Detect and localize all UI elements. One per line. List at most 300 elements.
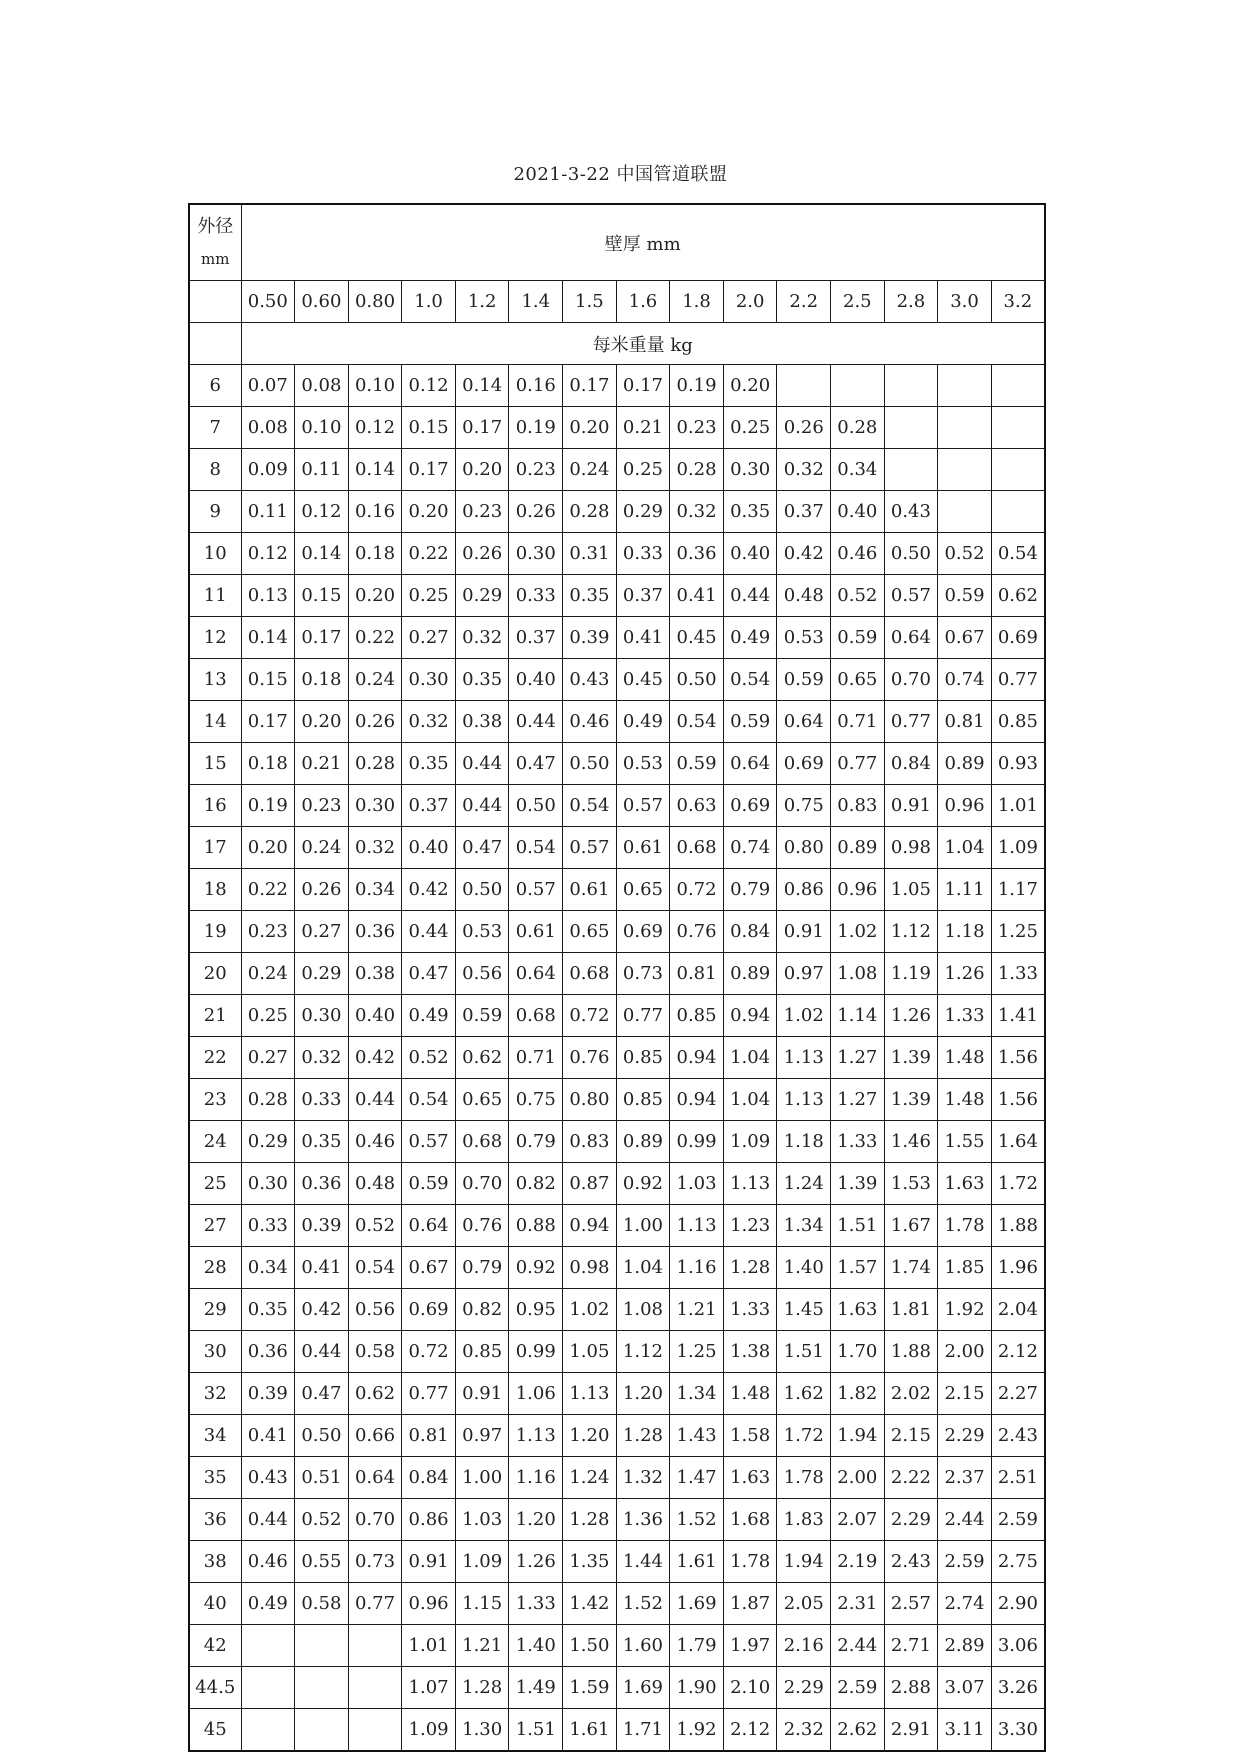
weight-cell: 0.85 — [670, 995, 724, 1037]
weight-cell: 1.44 — [616, 1541, 670, 1583]
weight-cell: 0.20 — [295, 701, 349, 743]
weight-cell — [884, 407, 938, 449]
outer-diameter-cell: 12 — [189, 617, 241, 659]
weight-cell: 1.13 — [670, 1205, 724, 1247]
weight-cell: 1.07 — [402, 1667, 456, 1709]
weight-cell: 2.10 — [723, 1667, 777, 1709]
weight-cell: 0.14 — [348, 449, 402, 491]
weight-cell: 0.51 — [295, 1457, 349, 1499]
weight-cell: 1.63 — [831, 1289, 885, 1331]
weight-cell: 0.80 — [563, 1079, 617, 1121]
weight-cell: 0.64 — [723, 743, 777, 785]
weight-cell: 0.42 — [402, 869, 456, 911]
weight-cell: 0.64 — [509, 953, 563, 995]
weight-cell: 2.05 — [777, 1583, 831, 1625]
weight-cell: 0.21 — [295, 743, 349, 785]
outer-diameter-cell: 29 — [189, 1289, 241, 1331]
weight-cell: 0.66 — [348, 1415, 402, 1457]
weight-cell: 1.30 — [455, 1709, 509, 1752]
weight-cell: 3.06 — [991, 1625, 1045, 1667]
weight-cell: 1.39 — [884, 1037, 938, 1079]
outer-diameter-cell: 35 — [189, 1457, 241, 1499]
weight-cell — [991, 491, 1045, 533]
weight-cell: 1.04 — [723, 1079, 777, 1121]
weight-cell: 1.90 — [670, 1667, 724, 1709]
weight-cell: 2.89 — [938, 1625, 992, 1667]
weight-cell: 0.32 — [402, 701, 456, 743]
weight-cell: 1.13 — [563, 1373, 617, 1415]
weight-cell: 0.24 — [295, 827, 349, 869]
weight-cell: 1.88 — [991, 1205, 1045, 1247]
weight-cell: 0.28 — [831, 407, 885, 449]
weight-cell: 0.99 — [509, 1331, 563, 1373]
weight-cell: 0.98 — [563, 1247, 617, 1289]
weight-cell: 0.77 — [616, 995, 670, 1037]
weight-cell: 1.40 — [777, 1247, 831, 1289]
weight-cell: 1.20 — [616, 1373, 670, 1415]
weight-cell: 0.57 — [402, 1121, 456, 1163]
weight-cell: 1.12 — [616, 1331, 670, 1373]
weight-cell: 0.64 — [348, 1457, 402, 1499]
weight-cell: 0.17 — [241, 701, 295, 743]
wall-thickness-header: 壁厚 mm — [241, 204, 1045, 281]
weight-cell: 0.22 — [348, 617, 402, 659]
weight-cell: 0.57 — [563, 827, 617, 869]
table-row — [189, 1163, 1045, 1205]
weight-cell: 0.76 — [563, 1037, 617, 1079]
weight-cell: 0.20 — [241, 827, 295, 869]
weight-cell: 0.19 — [241, 785, 295, 827]
weight-cell: 2.59 — [938, 1541, 992, 1583]
weight-cell: 0.16 — [509, 365, 563, 407]
weight-cell: 0.32 — [348, 827, 402, 869]
weight-cell: 0.16 — [348, 491, 402, 533]
weight-cell: 1.60 — [616, 1625, 670, 1667]
weight-cell: 0.91 — [777, 911, 831, 953]
table-row — [189, 953, 1045, 995]
weight-cell: 0.40 — [402, 827, 456, 869]
outer-diameter-cell: 40 — [189, 1583, 241, 1625]
weight-cell: 1.52 — [616, 1583, 670, 1625]
weight-cell: 0.47 — [509, 743, 563, 785]
outer-diameter-cell: 24 — [189, 1121, 241, 1163]
outer-diameter-cell: 44.5 — [189, 1667, 241, 1709]
table-row — [189, 1289, 1045, 1331]
weight-cell: 0.44 — [295, 1331, 349, 1373]
weight-cell: 0.74 — [723, 827, 777, 869]
weight-cell: 1.02 — [777, 995, 831, 1037]
weight-cell: 0.41 — [670, 575, 724, 617]
weight-cell: 1.06 — [509, 1373, 563, 1415]
weight-cell: 2.02 — [884, 1373, 938, 1415]
weight-cell: 0.58 — [348, 1331, 402, 1373]
weight-cell: 1.92 — [670, 1709, 724, 1752]
outer-diameter-cell: 32 — [189, 1373, 241, 1415]
weight-cell: 0.65 — [831, 659, 885, 701]
weight-cell: 1.28 — [616, 1415, 670, 1457]
thickness-cell: 0.50 — [241, 281, 295, 323]
weight-cell: 1.63 — [723, 1457, 777, 1499]
weight-cell: 0.26 — [509, 491, 563, 533]
weight-cell: 0.28 — [670, 449, 724, 491]
table-row — [189, 575, 1045, 617]
weight-cell: 0.35 — [723, 491, 777, 533]
weight-cell: 0.47 — [402, 953, 456, 995]
weight-cell: 0.12 — [295, 491, 349, 533]
weight-cell: 0.89 — [831, 827, 885, 869]
weight-cell: 0.49 — [402, 995, 456, 1037]
weight-cell — [831, 365, 885, 407]
weight-cell: 1.14 — [831, 995, 885, 1037]
weight-cell: 0.20 — [455, 449, 509, 491]
weight-cell — [241, 1709, 295, 1752]
weight-cell: 0.18 — [348, 533, 402, 575]
weight-cell: 0.49 — [723, 617, 777, 659]
weight-cell: 0.62 — [348, 1373, 402, 1415]
weight-cell: 2.00 — [938, 1331, 992, 1373]
weight-cell: 2.75 — [991, 1541, 1045, 1583]
weight-cell: 0.69 — [402, 1289, 456, 1331]
weight-cell: 1.96 — [991, 1247, 1045, 1289]
weight-cell: 0.91 — [884, 785, 938, 827]
weight-cell: 0.84 — [884, 743, 938, 785]
table-row — [189, 1205, 1045, 1247]
weight-cell: 0.13 — [241, 575, 295, 617]
weight-cell: 0.44 — [348, 1079, 402, 1121]
weight-cell: 0.80 — [777, 827, 831, 869]
weight-cell: 0.69 — [991, 617, 1045, 659]
outer-diameter-cell: 9 — [189, 491, 241, 533]
weight-cell: 0.50 — [455, 869, 509, 911]
weight-cell: 0.43 — [563, 659, 617, 701]
weight-cell: 0.89 — [938, 743, 992, 785]
weight-cell: 1.48 — [938, 1037, 992, 1079]
weight-cell: 0.33 — [295, 1079, 349, 1121]
weight-per-meter-label: 每米重量 kg — [241, 323, 1045, 365]
weight-cell: 1.20 — [563, 1415, 617, 1457]
weight-cell: 0.85 — [616, 1037, 670, 1079]
weight-cell: 2.88 — [884, 1667, 938, 1709]
weight-cell: 0.45 — [670, 617, 724, 659]
thickness-cell: 1.6 — [616, 281, 670, 323]
weight-cell: 0.08 — [295, 365, 349, 407]
pipe-weight-table — [188, 203, 1046, 1752]
weight-cell: 2.44 — [831, 1625, 885, 1667]
weight-cell: 2.29 — [884, 1499, 938, 1541]
weight-cell: 0.30 — [723, 449, 777, 491]
outer-diameter-cell: 13 — [189, 659, 241, 701]
weight-cell: 2.90 — [991, 1583, 1045, 1625]
weight-cell: 2.51 — [991, 1457, 1045, 1499]
weight-cell: 0.33 — [241, 1205, 295, 1247]
weight-cell — [938, 407, 992, 449]
weight-cell: 0.14 — [455, 365, 509, 407]
weight-cell: 1.46 — [884, 1121, 938, 1163]
weight-cell: 1.21 — [670, 1289, 724, 1331]
weight-cell: 1.11 — [938, 869, 992, 911]
weight-cell: 0.50 — [884, 533, 938, 575]
weight-cell: 0.44 — [723, 575, 777, 617]
thickness-cell: 3.2 — [991, 281, 1045, 323]
weight-cell: 0.72 — [563, 995, 617, 1037]
weight-cell: 1.19 — [884, 953, 938, 995]
weight-cell: 0.75 — [777, 785, 831, 827]
weight-cell: 1.28 — [723, 1247, 777, 1289]
outer-diameter-cell: 21 — [189, 995, 241, 1037]
weight-cell: 1.33 — [509, 1583, 563, 1625]
weight-cell: 1.32 — [616, 1457, 670, 1499]
weight-cell: 0.22 — [241, 869, 295, 911]
weight-cell: 0.65 — [616, 869, 670, 911]
outer-diameter-cell: 45 — [189, 1709, 241, 1752]
weight-cell: 2.29 — [938, 1415, 992, 1457]
table-row — [189, 1331, 1045, 1373]
weight-cell: 1.72 — [991, 1163, 1045, 1205]
weight-cell: 0.59 — [402, 1163, 456, 1205]
weight-cell: 0.53 — [616, 743, 670, 785]
weight-cell: 0.69 — [616, 911, 670, 953]
weight-cell: 0.43 — [241, 1457, 295, 1499]
weight-cell: 0.49 — [241, 1583, 295, 1625]
weight-cell: 0.59 — [831, 617, 885, 659]
weight-cell: 0.79 — [509, 1121, 563, 1163]
weight-cell: 1.13 — [777, 1079, 831, 1121]
weight-cell: 0.57 — [509, 869, 563, 911]
weight-cell — [991, 407, 1045, 449]
weight-cell: 0.99 — [670, 1121, 724, 1163]
weight-cell: 0.72 — [402, 1331, 456, 1373]
weight-cell: 0.42 — [777, 533, 831, 575]
table-row — [189, 701, 1045, 743]
weight-cell: 0.70 — [455, 1163, 509, 1205]
weight-cell: 0.20 — [723, 365, 777, 407]
weight-cell: 0.33 — [616, 533, 670, 575]
weight-cell: 2.15 — [938, 1373, 992, 1415]
table-row — [189, 911, 1045, 953]
weight-cell: 0.82 — [509, 1163, 563, 1205]
weight-cell: 1.09 — [402, 1709, 456, 1752]
weight-cell: 1.13 — [723, 1163, 777, 1205]
weight-cell: 0.09 — [241, 449, 295, 491]
weight-cell: 0.59 — [455, 995, 509, 1037]
weight-cell: 0.81 — [938, 701, 992, 743]
weight-cell: 0.84 — [723, 911, 777, 953]
weight-cell: 2.44 — [938, 1499, 992, 1541]
weight-cell: 0.52 — [348, 1205, 402, 1247]
outer-diameter-cell: 36 — [189, 1499, 241, 1541]
weight-cell: 0.65 — [455, 1079, 509, 1121]
weight-cell: 1.51 — [831, 1205, 885, 1247]
thickness-values-row — [189, 281, 1045, 323]
outer-diameter-unit: mm — [201, 249, 230, 268]
weight-cell: 1.24 — [777, 1163, 831, 1205]
weight-cell: 0.28 — [563, 491, 617, 533]
weight-cell: 0.35 — [455, 659, 509, 701]
weight-cell: 1.08 — [831, 953, 885, 995]
weight-cell: 1.88 — [884, 1331, 938, 1373]
weight-cell: 0.89 — [616, 1121, 670, 1163]
thickness-cell: 3.0 — [938, 281, 992, 323]
weight-cell: 0.83 — [831, 785, 885, 827]
weight-cell: 0.52 — [402, 1037, 456, 1079]
weight-cell: 0.68 — [563, 953, 617, 995]
weight-cell: 1.48 — [938, 1079, 992, 1121]
weight-cell: 0.73 — [616, 953, 670, 995]
weight-cell: 0.17 — [402, 449, 456, 491]
weight-cell: 0.25 — [241, 995, 295, 1037]
weight-cell: 0.64 — [884, 617, 938, 659]
weight-cell: 2.32 — [777, 1709, 831, 1752]
weight-cell: 0.37 — [402, 785, 456, 827]
weight-cell: 0.81 — [402, 1415, 456, 1457]
weight-cell: 2.43 — [991, 1415, 1045, 1457]
weight-cell: 0.15 — [295, 575, 349, 617]
weight-cell: 0.40 — [348, 995, 402, 1037]
weight-cell: 1.09 — [991, 827, 1045, 869]
weight-cell: 0.12 — [402, 365, 456, 407]
weight-cell: 1.09 — [455, 1541, 509, 1583]
weight-cell: 1.13 — [777, 1037, 831, 1079]
outer-diameter-cell: 25 — [189, 1163, 241, 1205]
weight-cell: 0.92 — [616, 1163, 670, 1205]
weight-cell: 0.74 — [938, 659, 992, 701]
weight-cell: 1.02 — [563, 1289, 617, 1331]
weight-cell: 1.61 — [670, 1541, 724, 1583]
weight-cell: 0.45 — [616, 659, 670, 701]
table-row — [189, 1373, 1045, 1415]
weight-cell: 1.62 — [777, 1373, 831, 1415]
outer-diameter-cell: 11 — [189, 575, 241, 617]
weight-cell: 0.46 — [831, 533, 885, 575]
weight-cell: 1.16 — [670, 1247, 724, 1289]
weight-cell: 0.40 — [831, 491, 885, 533]
weight-cell — [295, 1667, 349, 1709]
weight-cell: 0.94 — [670, 1037, 724, 1079]
weight-cell: 1.82 — [831, 1373, 885, 1415]
weight-cell: 0.91 — [402, 1541, 456, 1583]
weight-cell: 1.43 — [670, 1415, 724, 1457]
weight-cell: 0.53 — [455, 911, 509, 953]
weight-cell: 1.45 — [777, 1289, 831, 1331]
weight-cell: 2.31 — [831, 1583, 885, 1625]
weight-cell: 0.30 — [402, 659, 456, 701]
thickness-row-blank-cell — [189, 281, 241, 323]
weight-cell: 0.98 — [884, 827, 938, 869]
weight-cell: 0.59 — [938, 575, 992, 617]
thickness-cell: 2.5 — [831, 281, 885, 323]
weight-cell: 0.46 — [348, 1121, 402, 1163]
weight-cell: 1.15 — [455, 1583, 509, 1625]
weight-cell: 0.23 — [455, 491, 509, 533]
weight-cell: 0.29 — [241, 1121, 295, 1163]
weight-cell: 0.19 — [509, 407, 563, 449]
weight-cell: 0.48 — [348, 1163, 402, 1205]
weight-cell: 3.11 — [938, 1709, 992, 1752]
weight-cell — [777, 365, 831, 407]
weight-cell: 0.46 — [241, 1541, 295, 1583]
weight-cell: 0.34 — [831, 449, 885, 491]
weight-cell: 1.56 — [991, 1079, 1045, 1121]
weight-cell: 1.53 — [884, 1163, 938, 1205]
weight-cell: 0.47 — [455, 827, 509, 869]
weight-cell: 1.78 — [938, 1205, 992, 1247]
weight-cell: 0.39 — [563, 617, 617, 659]
weight-cell: 0.42 — [295, 1289, 349, 1331]
weight-cell: 1.26 — [938, 953, 992, 995]
weight-cell: 0.85 — [455, 1331, 509, 1373]
weight-cell: 0.21 — [616, 407, 670, 449]
weight-cell: 0.54 — [991, 533, 1045, 575]
weight-cell: 1.67 — [884, 1205, 938, 1247]
weight-cell: 1.23 — [723, 1205, 777, 1247]
weight-cell: 0.36 — [670, 533, 724, 575]
thickness-cell: 0.80 — [348, 281, 402, 323]
weight-cell: 0.83 — [563, 1121, 617, 1163]
weight-cell: 1.85 — [938, 1247, 992, 1289]
thickness-cell: 2.2 — [777, 281, 831, 323]
weight-cell: 2.15 — [884, 1415, 938, 1457]
outer-diameter-cell: 17 — [189, 827, 241, 869]
table-row — [189, 1541, 1045, 1583]
weight-cell: 0.38 — [348, 953, 402, 995]
outer-diameter-cell: 10 — [189, 533, 241, 575]
weight-cell: 0.61 — [616, 827, 670, 869]
weight-cell: 1.81 — [884, 1289, 938, 1331]
weight-cell: 1.42 — [563, 1583, 617, 1625]
weight-cell: 0.29 — [295, 953, 349, 995]
weight-cell: 0.67 — [938, 617, 992, 659]
weight-cell: 0.27 — [241, 1037, 295, 1079]
weight-cell: 1.52 — [670, 1499, 724, 1541]
weight-cell: 1.13 — [509, 1415, 563, 1457]
weight-cell: 1.34 — [670, 1373, 724, 1415]
weight-cell: 0.62 — [991, 575, 1045, 617]
weight-cell: 0.54 — [402, 1079, 456, 1121]
weight-cell: 2.29 — [777, 1667, 831, 1709]
weight-cell — [884, 449, 938, 491]
weight-cell: 0.17 — [295, 617, 349, 659]
weight-cell: 0.30 — [509, 533, 563, 575]
weight-cell: 0.36 — [241, 1331, 295, 1373]
weight-cell: 0.68 — [509, 995, 563, 1037]
outer-diameter-cell: 6 — [189, 365, 241, 407]
weight-cell: 0.87 — [563, 1163, 617, 1205]
weight-cell: 0.54 — [670, 701, 724, 743]
weight-cell: 1.92 — [938, 1289, 992, 1331]
weight-cell: 0.23 — [241, 911, 295, 953]
thickness-cell: 1.2 — [455, 281, 509, 323]
weight-cell: 0.41 — [241, 1415, 295, 1457]
weight-cell: 0.08 — [241, 407, 295, 449]
weight-cell: 0.50 — [295, 1415, 349, 1457]
outer-diameter-header — [189, 204, 241, 281]
table-row — [189, 1121, 1045, 1163]
outer-diameter-cell: 30 — [189, 1331, 241, 1373]
weight-cell: 1.38 — [723, 1331, 777, 1373]
weight-cell: 1.94 — [831, 1415, 885, 1457]
weight-cell: 0.70 — [884, 659, 938, 701]
weight-cell — [241, 1625, 295, 1667]
table-row — [189, 533, 1045, 575]
weight-cell: 1.05 — [563, 1331, 617, 1373]
weight-cell: 0.30 — [348, 785, 402, 827]
weight-cell: 1.28 — [563, 1499, 617, 1541]
weight-cell: 2.27 — [991, 1373, 1045, 1415]
weight-cell: 1.40 — [509, 1625, 563, 1667]
outer-diameter-cell: 7 — [189, 407, 241, 449]
outer-diameter-cell: 27 — [189, 1205, 241, 1247]
weight-cell: 0.23 — [670, 407, 724, 449]
